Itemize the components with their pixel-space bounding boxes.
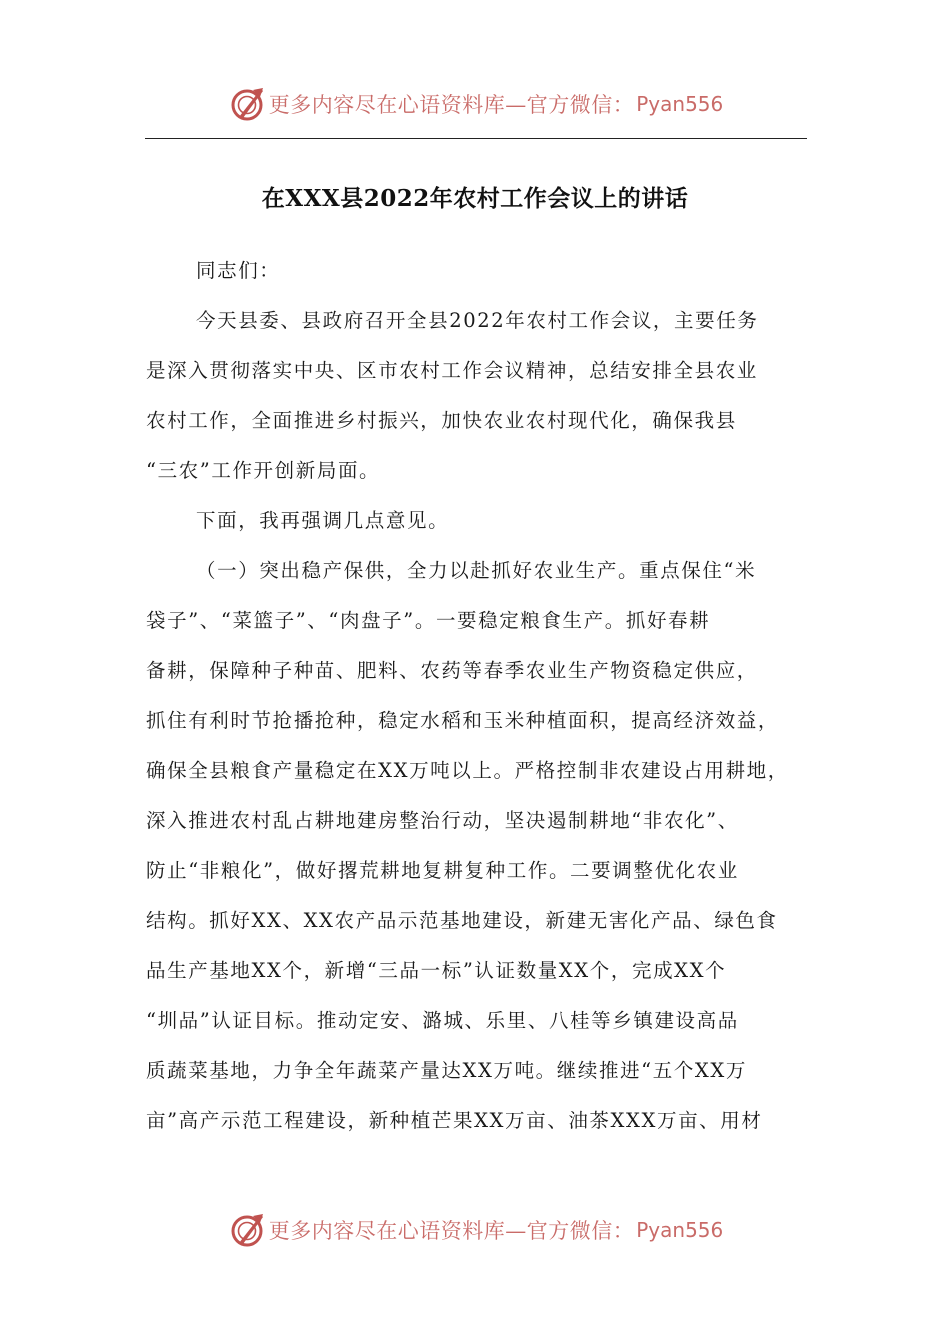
paragraph-line: 确保全县粮食产量稳定在XX万吨以上。严格控制非农建设占用耕地，	[146, 759, 789, 782]
paragraph-line: 品生产基地XX个，新增“三品一标”认证数量XX个，完成XX个	[146, 959, 727, 982]
watermark-text: 更多内容尽在心语资料库—官方微信：	[268, 93, 635, 117]
footer-watermark	[0, 1208, 950, 1252]
paragraph-line: “三农”工作开创新局面。	[146, 459, 381, 482]
paragraph-line: 农村工作，全面推进乡村振兴，加快农业农村现代化，确保我县	[146, 409, 737, 432]
paragraph-line: 是深入贯彻落实中央、区市农村工作会议精神，总结安排全县农业	[146, 359, 758, 382]
watermark-wechat-id: Pyan556	[636, 1218, 724, 1242]
watermark-wechat-id: Pyan556	[636, 92, 724, 116]
document-body	[146, 246, 806, 1146]
paragraph-line: 下面，我再强调几点意见。	[196, 509, 450, 532]
paragraph-line: 今天县委、县政府召开全县2022年农村工作会议，主要任务	[196, 309, 759, 332]
paragraph-line: 抓住有利时节抢播抢种，稳定水稻和玉米种植面积，提高经济效益，	[146, 709, 780, 732]
header-divider	[145, 138, 807, 139]
paragraph-line: 质蔬菜基地，力争全年蔬菜产量达XX万吨。继续推进“五个XX万	[146, 1059, 747, 1082]
document-title: 在XXX县2022年农村工作会议上的讲话	[261, 185, 689, 212]
paragraph-line: “圳品”认证目标。推动定安、潞城、乐里、八桂等乡镇建设高品	[146, 1009, 739, 1032]
quill-seal-logo-icon	[227, 1210, 267, 1250]
paragraph-line: 袋子”、“菜篮子”、“肉盘子”。一要稳定粮食生产。抓好春耕	[146, 609, 711, 632]
header-watermark	[0, 82, 950, 126]
section-heading-line: （一）突出稳产保供，全力以赴抓好农业生产。重点保住“米	[196, 559, 757, 582]
salutation: 同志们：	[196, 259, 281, 282]
paragraph-line: 防止“非粮化”，做好撂荒耕地复耕复种工作。二要调整优化农业	[146, 859, 739, 882]
paragraph-line: 结构。抓好XX、XX农产品示范基地建设，新建无害化产品、绿色食	[146, 909, 778, 932]
paragraph-line: 亩”高产示范工程建设，新种植芒果XX万亩、油茶XXX万亩、用材	[146, 1109, 763, 1132]
paragraph-line: 备耕，保障种子种苗、肥料、农药等春季农业生产物资稳定供应，	[146, 659, 758, 682]
watermark-text: 更多内容尽在心语资料库—官方微信：	[268, 1219, 635, 1243]
quill-seal-logo-icon	[227, 84, 267, 124]
paragraph-line: 深入推进农村乱占耕地建房整治行动，坚决遏制耕地“非农化”、	[146, 809, 739, 832]
